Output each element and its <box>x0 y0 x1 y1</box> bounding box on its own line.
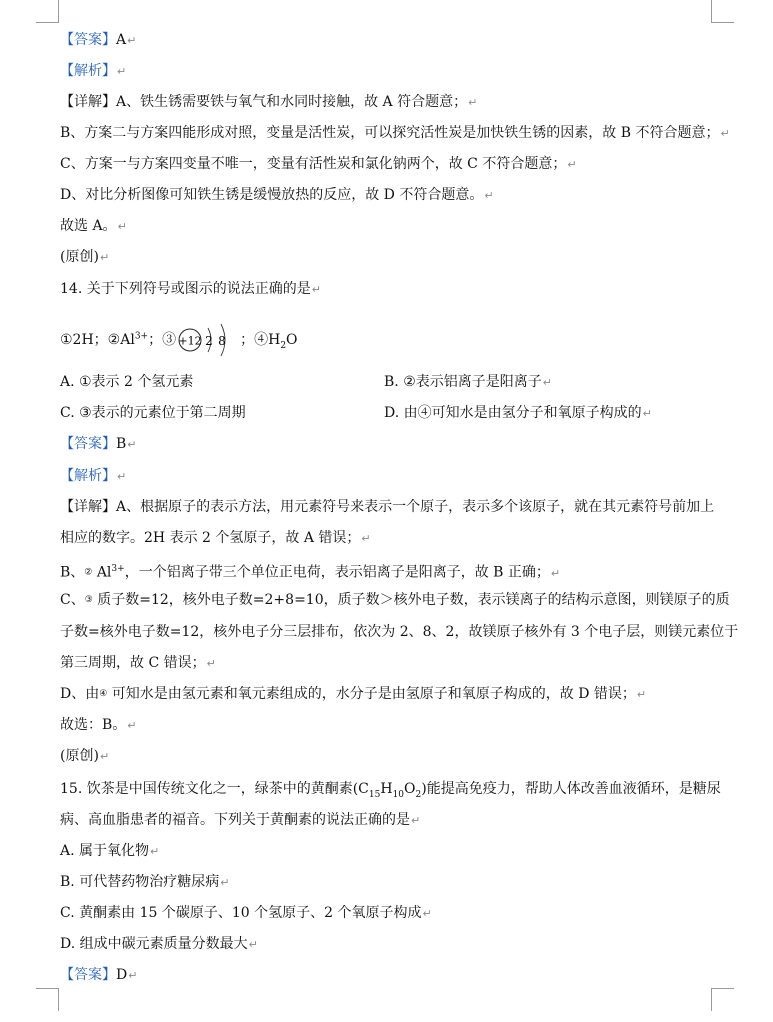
q15-stem1-pre: 15. 饮茶是中国传统文化之一，绿茶中的黄酮素(C <box>60 781 369 797</box>
paragraph-mark: ↵ <box>720 127 730 140</box>
q14-detail-c3 <box>60 654 216 673</box>
paragraph-mark: ↵ <box>311 283 321 296</box>
q13-answer: A <box>116 32 127 48</box>
paragraph-mark: ↵ <box>484 189 494 202</box>
answer-tag: 【答案】 <box>60 967 116 983</box>
q14-symbols <box>60 325 298 355</box>
paragraph-mark: ↵ <box>567 158 577 171</box>
q14-sym1: ①2H；②Al <box>60 332 135 348</box>
mg-ion-structure-svg <box>178 319 238 361</box>
paragraph-mark: ↵ <box>206 657 216 670</box>
q14-detail-2-text: 相应的数字。2H 表示 2 个氢原子，故 A 错误； <box>60 530 361 546</box>
q14-option-b[interactable] <box>384 373 552 392</box>
q13-choose <box>60 217 127 236</box>
paragraph-mark: ↵ <box>127 34 137 47</box>
q15-answer-line <box>60 966 137 985</box>
q13-analysis-line <box>60 62 126 81</box>
q14-sym1-sup: 3+ <box>134 331 149 342</box>
q14-sym3-sub: 2 <box>280 340 287 351</box>
q14-option-d-text: D. 由④可知水是由氢分子和氧原子构成的 <box>384 405 642 421</box>
q14-source <box>60 747 109 766</box>
paragraph-mark: ↵ <box>542 376 552 389</box>
q14-option-b-text: B. ②表示铝离子是阳离子 <box>384 374 542 390</box>
detail-tag: 【详解】 <box>60 499 116 515</box>
q15-stem1-post: )能提高免疫力，帮助人体改善血液循环，是糖尿 <box>421 781 721 797</box>
q14-c-1: 质子数=12，核外电子数=2+8=10，质子数＞核外电子数，表示镁离子的结构示意图，则镁原子的质 <box>92 592 730 608</box>
q14-sym3: ；④H <box>240 332 281 348</box>
q14-source-text: (原创) <box>60 748 99 764</box>
q14-stem-text: 14. 关于下列符号或图示的说法正确的是 <box>60 281 311 297</box>
q15-f1: 15 <box>368 789 381 800</box>
paragraph-mark: ↵ <box>99 251 110 264</box>
q14-detail-c2 <box>60 623 738 641</box>
q13-detail-a: A、铁生锈需要铁与氧气和水同时接触，故 A 符合题意； <box>116 94 468 110</box>
paragraph-mark: ↵ <box>117 220 127 233</box>
paragraph-mark: ↵ <box>117 65 127 78</box>
q13-answer-line <box>60 31 136 50</box>
analysis-tag: 【解析】 <box>60 468 116 484</box>
analysis-tag: 【解析】 <box>60 63 116 79</box>
paragraph-mark: ↵ <box>117 470 127 483</box>
q13-line-c-text: C、方案一与方案四变量不唯一，变量有活性炭和氯化钠两个，故 C 不符合题意； <box>60 156 567 172</box>
q15-option-d-text: D. 组成中碳元素质量分数最大 <box>60 936 248 952</box>
q14-option-c-text: C. ③表示的元素位于第二周期 <box>60 405 246 421</box>
q15-fh: H <box>380 781 393 797</box>
paragraph-mark: ↵ <box>550 566 561 580</box>
q15-f2: 10 <box>392 789 405 800</box>
q14-detail-2 <box>60 529 371 548</box>
q13-line-d-text: D、对比分析图像可知铁生锈是缓慢放热的反应，故 D 不符合题意。 <box>60 187 484 203</box>
q14-c-pre: C、 <box>60 592 85 608</box>
paragraph-mark: ↵ <box>636 688 647 701</box>
q13-source <box>60 248 109 267</box>
q14-b-post: ，一个铝离子带三个单位正电荷，表示铝离子是阳离子，故 B 正确； <box>124 564 550 581</box>
q15-option-b[interactable] <box>60 873 229 892</box>
paragraph-mark: ↵ <box>422 907 432 920</box>
paragraph-mark: ↵ <box>468 96 478 109</box>
paragraph-mark: ↵ <box>99 750 110 763</box>
q14-detail-1-text: A、根据原子的表示方法，用元素符号来表示一个原子，表示多个该原子，就在其元素符号前加上 <box>116 499 715 515</box>
answer-tag: 【答案】 <box>60 32 116 48</box>
q15-f3: 2 <box>415 789 422 800</box>
q13-line-c <box>60 155 577 174</box>
q14-detail-1 <box>60 498 714 516</box>
crop-mark-bottom-left <box>36 988 59 1011</box>
q14-choose-text: 故选：B。 <box>60 717 127 733</box>
paragraph-mark: ↵ <box>220 876 230 889</box>
paragraph-mark: ↵ <box>248 938 258 951</box>
nucleus-charge: +12 <box>178 334 202 348</box>
q14-b-mid: Al <box>92 564 112 581</box>
q14-b-sup: 3+ <box>111 564 125 574</box>
q14-d-circ: ④ <box>99 689 108 699</box>
q15-stem-1 <box>60 780 721 804</box>
crop-mark-top-left <box>36 0 59 23</box>
paragraph-mark: ↵ <box>642 407 652 420</box>
q15-stem2-text: 病、高血脂患者的福音。下列关于黄酮素的说法正确的是 <box>60 812 410 828</box>
q14-c-2: 子数=核外电子数=12，核外电子分三层排布，依次为 2、8、2，故镁原子核外有 3 个电子层，则镁元素位于 <box>60 624 739 640</box>
q13-detail-line <box>60 93 477 112</box>
q15-option-d[interactable] <box>60 935 258 954</box>
mg-ion-structure-diagram <box>178 325 238 355</box>
q15-option-b-text: B. 可代替药物治疗糖尿病 <box>60 874 220 890</box>
q14-answer: B <box>116 436 127 452</box>
shell-1-electrons: 2 <box>205 334 213 348</box>
q15-option-a[interactable] <box>60 842 159 861</box>
q14-d-post: 可知水是由氢元素和氧元素组成的，水分子是由氢原子和氧原子构成的，故 D 错误； <box>107 686 636 702</box>
q14-b-circ: ② <box>84 567 93 578</box>
q14-detail-b <box>60 560 560 583</box>
paragraph-mark: ↵ <box>127 438 137 451</box>
q14-detail-c1 <box>60 591 730 609</box>
q14-d-pre: D、由 <box>60 686 100 702</box>
crop-mark-bottom-right <box>711 988 734 1011</box>
q14-stem <box>60 280 321 299</box>
paragraph-mark: ↵ <box>411 814 421 827</box>
q14-sym4: O <box>286 332 298 348</box>
answer-tag: 【答案】 <box>60 436 116 452</box>
q14-sym2: ；③ <box>148 332 177 348</box>
q13-line-d <box>60 186 494 205</box>
q15-stem-2 <box>60 811 420 830</box>
shell-2-electrons: 8 <box>218 334 226 348</box>
q14-c-3: 第三周期，故 C 错误； <box>60 655 206 671</box>
q14-analysis-line <box>60 467 126 486</box>
q14-answer-line <box>60 435 137 454</box>
paragraph-mark: ↵ <box>128 969 138 982</box>
q13-source-text: (原创) <box>60 249 99 265</box>
q13-line-b <box>60 124 730 143</box>
q14-option-d[interactable] <box>384 404 652 423</box>
q15-answer: D <box>116 967 128 983</box>
q14-b-pre: B、 <box>60 564 85 581</box>
q14-choose <box>60 716 137 735</box>
q14-c-circ: ③ <box>84 595 93 605</box>
q14-option-a-text: A. ①表示 2 个氢元素 <box>60 374 194 390</box>
q15-option-c-text: C. 黄酮素由 15 个碳原子、10 个氢原子、2 个氧原子构成 <box>60 905 422 921</box>
q13-choose-text: 故选 A。 <box>60 218 117 234</box>
q14-detail-d <box>60 685 646 704</box>
q14-option-a[interactable] <box>60 373 193 391</box>
q15-fo: O <box>404 781 416 797</box>
q15-option-a-text: A. 属于氧化物 <box>60 843 150 859</box>
q15-option-c[interactable] <box>60 904 432 923</box>
q14-option-c[interactable] <box>60 404 246 422</box>
q13-line-b-text: B、方案二与方案四能形成对照，变量是活性炭，可以探究活性炭是加快铁生锈的因素，故 B 不符合题意； <box>60 125 720 141</box>
paragraph-mark: ↵ <box>127 719 137 732</box>
paragraph-mark: ↵ <box>150 845 160 858</box>
crop-mark-top-right <box>711 0 734 23</box>
detail-tag: 【详解】 <box>60 94 116 110</box>
paragraph-mark: ↵ <box>361 532 371 545</box>
